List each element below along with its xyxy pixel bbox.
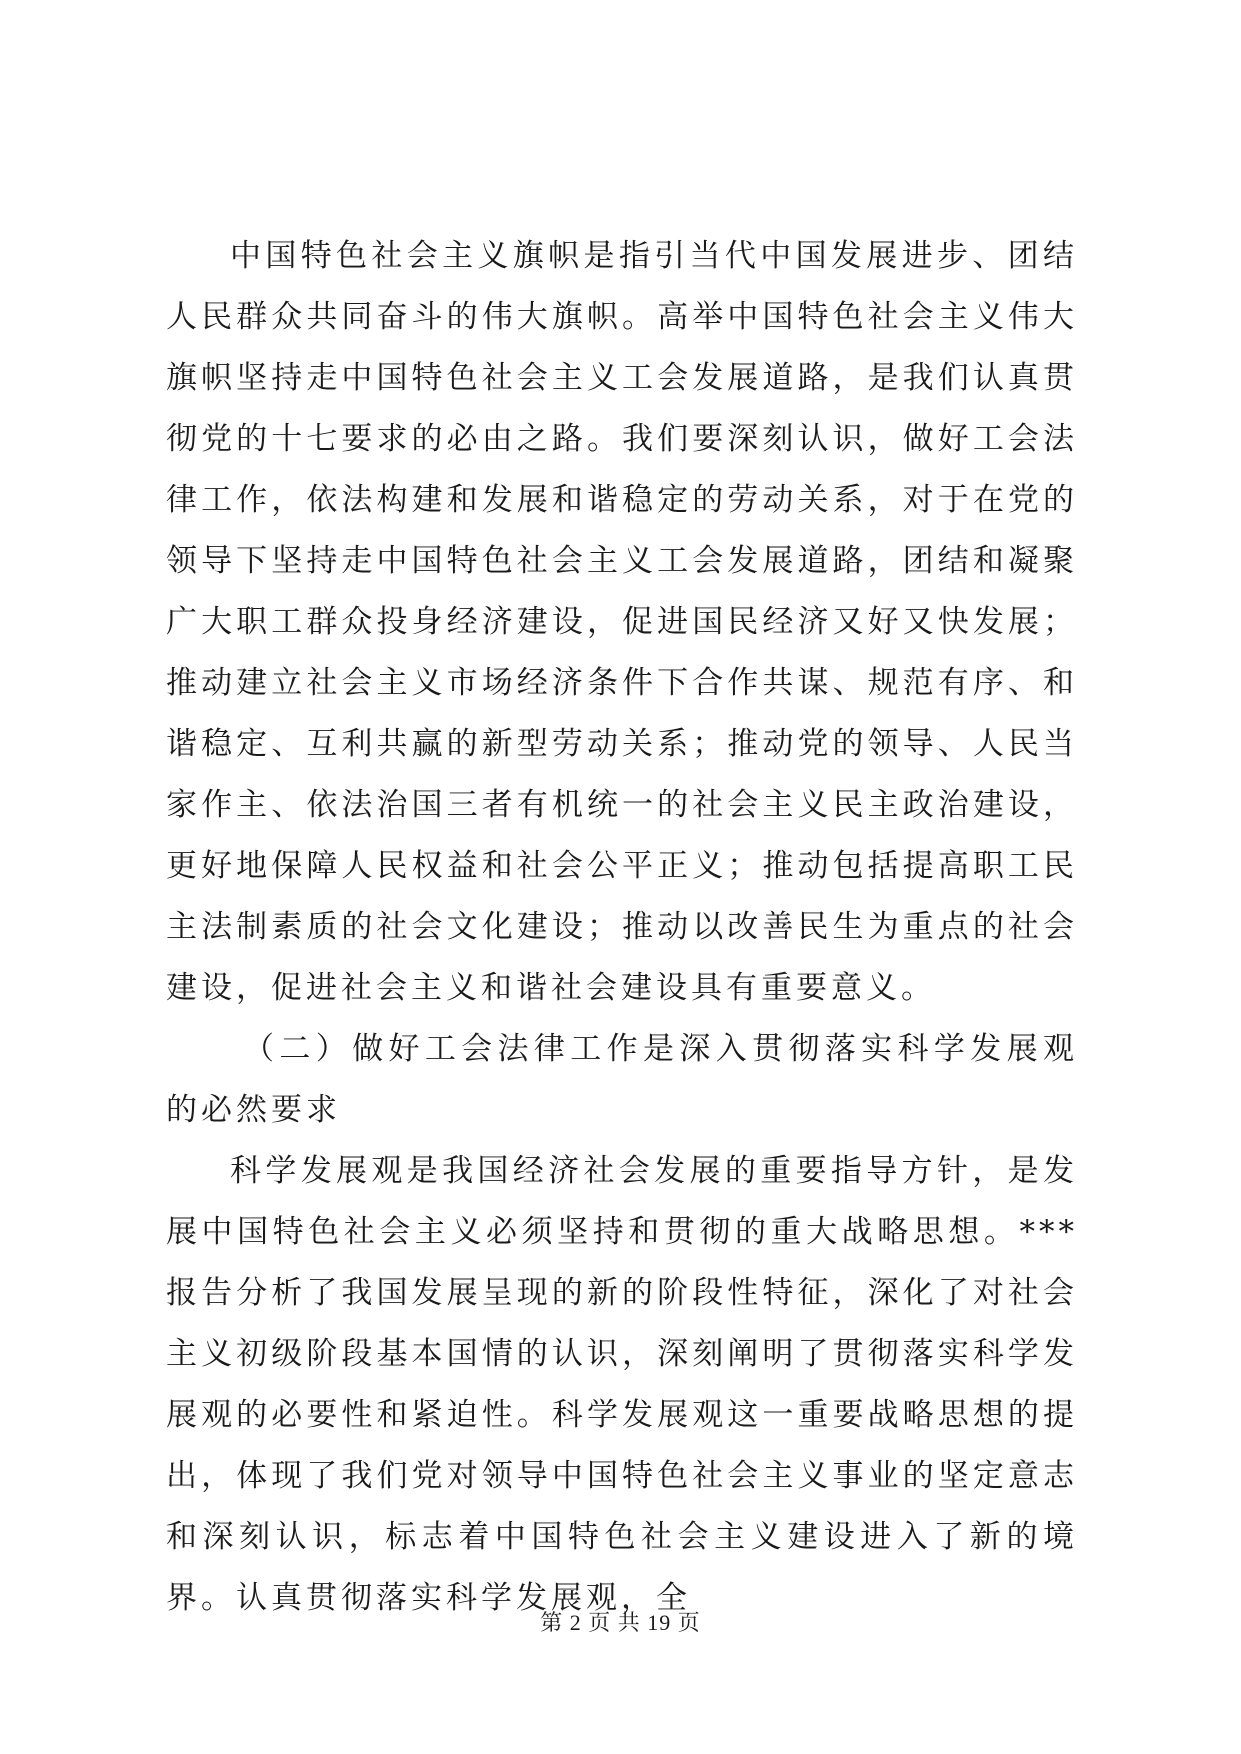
document-body <box>166 226 1078 1629</box>
paragraph-2: 科学发展观是我国经济社会发展的重要指导方针，是发展中国特色社会主义必须坚持和贯彻的重大战略思想。***报告分析了我国发展呈现的新的阶段性特征，深化了对社会主义初级阶段基本国情的认识，深刻阐明了贯彻落实科学发展观的必要性和紧迫性。科学发展观这一重要战略思想的提出，体现了我们党对领导中国特色社会主义事业的坚定意志和深刻认识，标志着中国特色社会主义建设进入了新的境界。认真贯彻落实科学发展观，全 <box>166 1153 1078 1616</box>
section-heading: （二）做好工会法律工作是深入贯彻落实科学发展观的必然要求 <box>166 1031 1078 1128</box>
page-number-footer: 第 2 页 共 19 页 <box>540 1610 701 1635</box>
paragraph-1: 中国特色社会主义旗帜是指引当代中国发展进步、团结人民群众共同奋斗的伟大旗帜。高举中国特色社会主义伟大旗帜坚持走中国特色社会主义工会发展道路，是我们认真贯彻党的十七要求的必由之路。我们要深刻认识，做好工会法律工作，依法构建和发展和谐稳定的劳动关系，对于在党的领导下坚持走中国特色社会主义工会发展道路，团结和凝聚广大职工群众投身经济建设，促进国民经济又好又快发展；推动建立社会主义市场经济条件下合作共谋、规范有序、和谐稳定、互利共赢的新型劳动关系；推动党的领导、人民当家作主、依法治国三者有机统一的社会主义民主政治建设，更好地保障人民权益和社会公平正义；推动包括提高职工民主法制素质的社会文化建设；推动以改善民生为重点的社会建设，促进社会主义和谐社会建设具有重要意义。 <box>166 238 1078 1006</box>
